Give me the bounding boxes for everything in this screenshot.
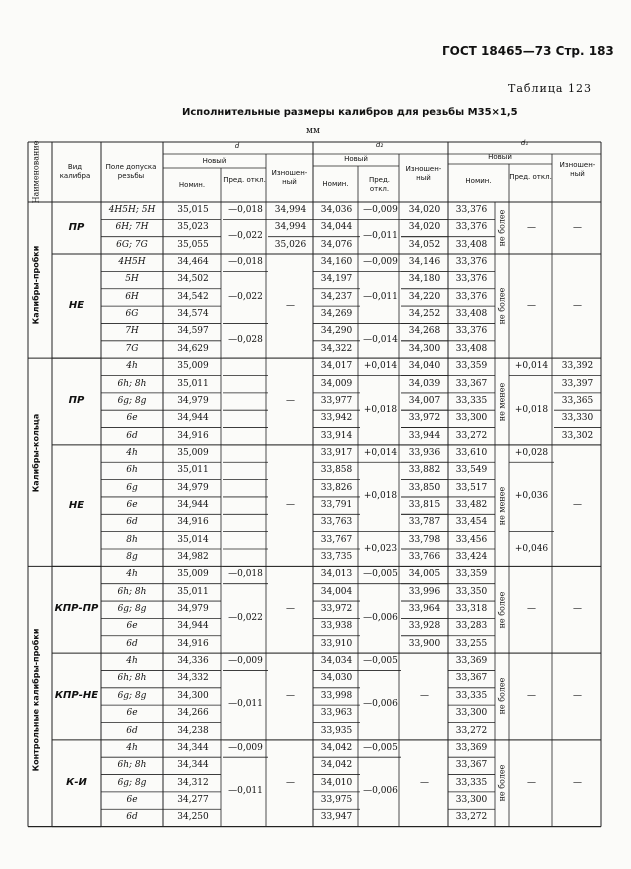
- d2-nominal-cell: 33,858: [320, 465, 353, 476]
- d2-worn-cell: 33,900: [408, 638, 441, 649]
- limit-note-label: не более: [497, 764, 507, 802]
- tolerance-cell: 6d: [126, 725, 138, 736]
- merged-value-cell: —: [527, 777, 536, 788]
- col-header-d2-nom: Номин.: [322, 180, 349, 188]
- col-header-d1-worn: Изношен-ный: [559, 161, 596, 178]
- d1-nominal-cell: 33,376: [455, 222, 488, 233]
- d1-nominal-cell: 33,272: [455, 725, 488, 736]
- d1-nominal-cell: 33,610: [455, 447, 488, 458]
- d2-worn-cell: 34,220: [408, 291, 441, 302]
- d2-nominal-cell: 34,009: [320, 378, 353, 389]
- merged-value-cell: —: [573, 604, 582, 615]
- merged-value-cell: —: [573, 223, 582, 233]
- d2-worn-cell: 33,766: [408, 552, 441, 562]
- tolerance-cell: 6G: [125, 309, 139, 320]
- d1-nominal-cell: 33,376: [455, 291, 488, 302]
- d2-worn-cell: 33,996: [408, 586, 441, 597]
- merged-value-cell: +0,023: [363, 543, 398, 554]
- d-nominal-cell: 35,009: [177, 569, 209, 580]
- d2-worn-cell: 34,020: [408, 205, 441, 215]
- tolerance-cell: 6G; 7G: [116, 239, 148, 250]
- merged-value-cell: —0,006: [363, 786, 398, 797]
- merged-value-cell: —: [527, 301, 536, 312]
- d1-nominal-cell: 33,369: [455, 656, 488, 667]
- tolerance-cell: 6d: [126, 430, 138, 441]
- d-nominal-cell: 35,011: [177, 465, 209, 476]
- d-nominal-cell: 34,629: [177, 343, 209, 354]
- d-nominal-cell: 34,944: [177, 499, 209, 510]
- d1-nominal-cell: 33,318: [455, 604, 488, 615]
- d1-nominal-cell: 33,408: [455, 239, 488, 250]
- merged-value-cell: +0,014: [363, 447, 398, 458]
- d1-nominal-cell: 33,376: [455, 205, 488, 215]
- d-nominal-cell: 34,944: [177, 413, 209, 424]
- merged-value-cell: +0,018: [363, 404, 398, 415]
- d-nominal-cell: 34,250: [177, 812, 209, 823]
- tolerance-cell: 6d: [126, 812, 138, 823]
- col-header-kind: Вид калибра: [59, 163, 91, 180]
- d-nominal-cell: 34,238: [177, 725, 209, 736]
- d1-nominal-cell: 33,408: [455, 309, 488, 320]
- d-nominal-cell: 34,982: [177, 552, 209, 562]
- d-nominal-cell: 34,502: [177, 274, 209, 285]
- merged-value-cell: —0,011: [363, 292, 398, 303]
- tolerance-cell: 6g: [126, 482, 138, 493]
- limit-note-label: не более: [497, 678, 507, 715]
- d1-worn-cell: 33,330: [561, 413, 594, 424]
- d2-nominal-cell: 33,917: [320, 447, 353, 458]
- d2-worn-cell: 33,787: [408, 517, 441, 528]
- d1-nominal-cell: 33,376: [455, 326, 488, 337]
- limit-note-label: не более: [497, 591, 507, 629]
- merged-value-cell: —0,006: [363, 699, 398, 710]
- d-nominal-cell: 34,944: [177, 621, 209, 632]
- tolerance-cell: 4h: [126, 569, 138, 580]
- d2-nominal-cell: 33,942: [320, 413, 353, 424]
- tolerance-cell: 7H: [125, 326, 139, 337]
- group-label: Калибры-пробки: [31, 245, 41, 325]
- d2-worn-cell: 33,798: [408, 534, 441, 545]
- d1-nominal-cell: 33,424: [455, 552, 488, 562]
- merged-value-cell: —: [286, 604, 295, 615]
- tolerance-cell: 6h; 8h: [117, 673, 147, 684]
- merged-value-cell: —: [527, 691, 536, 702]
- tolerance-cell: 6e: [126, 413, 138, 424]
- merged-value-cell: —0,018: [228, 205, 263, 215]
- d1-nominal-cell: 33,367: [455, 378, 488, 389]
- merged-value-cell: —: [286, 499, 295, 510]
- merged-value-cell: —0,022: [228, 612, 263, 623]
- col-header-d-dev: Пред. откл.: [223, 176, 266, 184]
- d1-worn-cell: 33,392: [561, 361, 594, 372]
- d2-nominal-cell: 34,076: [320, 239, 353, 250]
- d2-nominal-cell: 33,763: [320, 517, 353, 528]
- d-nominal-cell: 35,015: [177, 205, 209, 215]
- merged-value-cell: +0,018: [514, 404, 549, 415]
- d1-nominal-cell: 33,549: [455, 465, 488, 476]
- kind-label: К-И: [66, 776, 87, 788]
- d1-nominal-cell: 33,283: [455, 621, 488, 632]
- merged-value-cell: —0,009: [228, 742, 263, 753]
- tolerance-cell: 5H: [125, 274, 139, 285]
- merged-value-cell: +0,014: [514, 361, 549, 372]
- tolerance-cell: 6g; 8g: [117, 690, 147, 701]
- d-nominal-cell: 35,055: [177, 239, 209, 250]
- tolerance-cell: 6d: [126, 638, 138, 649]
- limit-note-label: не менее: [497, 382, 507, 421]
- d2-nominal-cell: 34,030: [320, 673, 353, 684]
- d2-worn-cell: 34,180: [408, 274, 441, 285]
- d2-nominal-cell: 34,322: [320, 343, 353, 354]
- d2-worn-cell: 33,928: [408, 621, 441, 632]
- merged-value-cell: —0,009: [363, 205, 398, 215]
- col-header-d2-dev: Пред. откл.: [368, 176, 391, 193]
- d1-worn-cell: 33,302: [561, 430, 594, 441]
- d2-nominal-cell: 33,935: [320, 725, 353, 736]
- merged-value-cell: —: [573, 301, 582, 312]
- d2-nominal-cell: 33,791: [320, 499, 353, 510]
- col-header-d1-nom: Номин.: [465, 177, 492, 185]
- merged-value-cell: —0,009: [228, 656, 263, 667]
- d1-nominal-cell: 33,272: [455, 430, 488, 441]
- d1-nominal-cell: 33,335: [455, 690, 488, 701]
- d-worn-cell: 34,994: [274, 205, 307, 215]
- d-nominal-cell: 34,312: [177, 777, 209, 788]
- col-header-d1: d₁: [520, 139, 529, 147]
- d2-worn-cell: 33,850: [408, 482, 441, 493]
- tolerance-cell: 8g: [126, 552, 138, 562]
- d-nominal-cell: 34,916: [177, 430, 209, 441]
- limit-note-label: не более: [497, 287, 507, 325]
- d1-nominal-cell: 33,408: [455, 343, 488, 354]
- merged-value-cell: —: [420, 691, 429, 702]
- d-nominal-cell: 34,979: [177, 604, 209, 615]
- merged-value-cell: —0,011: [228, 786, 263, 797]
- merged-value-cell: —: [573, 499, 582, 510]
- d2-nominal-cell: 34,042: [320, 742, 353, 753]
- kind-label: НЕ: [68, 300, 85, 312]
- d2-worn-cell: 34,052: [408, 239, 441, 250]
- d1-nominal-cell: 33,359: [455, 569, 488, 580]
- merged-value-cell: —0,006: [363, 612, 398, 623]
- d2-nominal-cell: 34,036: [320, 205, 353, 215]
- tolerance-cell: 6h; 8h: [117, 586, 147, 597]
- d1-nominal-cell: 33,335: [455, 395, 488, 406]
- d1-nominal-cell: 33,300: [455, 794, 488, 805]
- d2-nominal-cell: 33,977: [320, 395, 353, 406]
- d-nominal-cell: 35,011: [177, 586, 209, 597]
- kind-label: КПР-НЕ: [54, 690, 99, 702]
- merged-value-cell: —0,005: [363, 656, 398, 667]
- merged-value-cell: —0,011: [363, 231, 398, 242]
- d1-nominal-cell: 33,517: [455, 482, 488, 493]
- tolerance-cell: 7G: [125, 343, 139, 354]
- limit-note-label: не более: [497, 209, 507, 247]
- kind-label: ПР: [68, 395, 85, 407]
- tolerance-cell: 6g; 8g: [117, 395, 147, 406]
- d1-nominal-cell: 33,456: [455, 534, 488, 545]
- d2-nominal-cell: 33,938: [320, 621, 353, 632]
- d1-nominal-cell: 33,300: [455, 413, 488, 424]
- merged-value-cell: +0,028: [514, 447, 549, 458]
- tolerance-cell: 6e: [126, 708, 138, 719]
- d1-nominal-cell: 33,335: [455, 777, 488, 788]
- table-number: Таблица 123: [508, 82, 592, 95]
- d2-nominal-cell: 34,044: [320, 222, 353, 233]
- merged-value-cell: —0,022: [228, 292, 263, 303]
- d2-worn-cell: 34,039: [408, 378, 441, 389]
- d1-nominal-cell: 33,369: [455, 742, 488, 753]
- d1-nominal-cell: 33,376: [455, 257, 488, 268]
- d2-nominal-cell: 33,826: [320, 482, 353, 493]
- d-nominal-cell: 34,979: [177, 482, 209, 493]
- d2-nominal-cell: 33,910: [320, 638, 353, 649]
- col-header-d2-worn: Изношен-ный: [405, 165, 442, 182]
- col-header-d1-new: Новый: [488, 153, 512, 161]
- tolerance-cell: 4h: [126, 656, 138, 667]
- d2-nominal-cell: 33,914: [320, 430, 353, 441]
- d-nominal-cell: 34,336: [177, 656, 209, 667]
- d2-nominal-cell: 34,042: [320, 760, 353, 771]
- d2-nominal-cell: 34,017: [320, 361, 353, 372]
- d1-worn-cell: 33,365: [561, 395, 594, 406]
- col-header-d-worn: Изношен-ный: [271, 169, 308, 186]
- col-header-d-nom: Номин.: [178, 181, 206, 189]
- d2-worn-cell: 33,964: [408, 604, 441, 615]
- merged-value-cell: —0,018: [228, 569, 263, 580]
- unit-label: мм: [306, 126, 321, 136]
- d2-nominal-cell: 34,010: [320, 777, 353, 788]
- d2-worn-cell: 33,815: [408, 499, 441, 510]
- merged-value-cell: —0,005: [363, 569, 398, 580]
- merged-value-cell: —: [286, 777, 295, 788]
- d2-worn-cell: 34,146: [408, 257, 441, 268]
- kind-label: ПР: [68, 222, 85, 233]
- merged-value-cell: +0,036: [514, 491, 549, 502]
- d2-worn-cell: 34,252: [408, 309, 441, 320]
- merged-value-cell: —0,022: [228, 231, 263, 242]
- d2-worn-cell: 33,936: [408, 447, 441, 458]
- merged-value-cell: +0,018: [363, 491, 398, 502]
- merged-value-cell: —: [286, 301, 295, 312]
- col-header-name: Наименование: [31, 140, 41, 204]
- tolerance-cell: 6h; 8h: [117, 760, 147, 771]
- col-header-tolerance: Поле допуска резьбы: [105, 163, 157, 180]
- tolerance-cell: 6H: [125, 291, 139, 302]
- d-nominal-cell: 34,916: [177, 517, 209, 528]
- d2-nominal-cell: 33,735: [320, 552, 353, 562]
- d2-worn-cell: 34,300: [408, 343, 441, 354]
- d2-nominal-cell: 33,972: [320, 604, 353, 615]
- kind-label: КПР-ПР: [54, 603, 99, 615]
- d2-nominal-cell: 33,767: [320, 534, 353, 545]
- tolerance-cell: 6d: [126, 517, 138, 528]
- merged-value-cell: —: [573, 691, 582, 702]
- tolerance-cell: 6h: [126, 465, 138, 476]
- d2-nominal-cell: 34,197: [320, 274, 353, 285]
- tolerance-cell: 4h: [126, 361, 138, 372]
- merged-value-cell: —0,018: [228, 257, 263, 268]
- tolerance-cell: 4h: [126, 447, 138, 458]
- limit-note-label: не менее: [497, 486, 507, 525]
- d-nominal-cell: 34,344: [177, 742, 209, 753]
- d-nominal-cell: 34,916: [177, 638, 209, 649]
- merged-value-cell: +0,046: [514, 543, 549, 554]
- tolerance-cell: 4H5H; 5H: [108, 205, 156, 215]
- d-nominal-cell: 34,542: [177, 291, 209, 302]
- tolerance-cell: 4h: [126, 742, 138, 753]
- d-nominal-cell: 35,009: [177, 447, 209, 458]
- merged-value-cell: —0,028: [228, 335, 263, 346]
- d2-worn-cell: 33,972: [408, 413, 441, 424]
- merged-value-cell: —: [420, 777, 429, 788]
- d-nominal-cell: 34,344: [177, 760, 209, 771]
- d-nominal-cell: 35,023: [177, 222, 209, 233]
- d-nominal-cell: 34,277: [177, 794, 209, 805]
- d2-nominal-cell: 34,013: [320, 569, 353, 580]
- d-nominal-cell: 35,014: [177, 534, 209, 545]
- group-label: Калибры-кольца: [31, 413, 41, 493]
- d2-worn-cell: 33,882: [408, 465, 441, 476]
- d2-worn-cell: 33,944: [408, 430, 441, 441]
- merged-value-cell: +0,014: [363, 361, 398, 372]
- tolerance-cell: 8h: [126, 534, 138, 545]
- col-header-d2-new: Новый: [344, 155, 368, 163]
- d1-nominal-cell: 33,255: [455, 638, 488, 649]
- page-header: ГОСТ 18465—73 Стр. 183: [442, 44, 614, 58]
- d2-worn-cell: 34,005: [408, 569, 441, 580]
- d2-nominal-cell: 34,237: [320, 291, 353, 302]
- d2-worn-cell: 34,007: [408, 395, 441, 406]
- d2-worn-cell: 34,040: [408, 361, 441, 372]
- d1-worn-cell: 33,397: [561, 378, 594, 389]
- merged-value-cell: —: [286, 691, 295, 702]
- d-worn-cell: 34,994: [274, 222, 307, 233]
- tolerance-cell: 4H5H: [118, 257, 146, 268]
- d2-nominal-cell: 34,290: [320, 326, 353, 337]
- d2-worn-cell: 34,268: [408, 326, 441, 337]
- col-header-d: d: [234, 142, 240, 150]
- merged-value-cell: —: [527, 604, 536, 615]
- kind-label: НЕ: [68, 499, 85, 511]
- tolerance-cell: 6e: [126, 794, 138, 805]
- d1-nominal-cell: 33,482: [455, 499, 488, 510]
- d1-nominal-cell: 33,272: [455, 812, 488, 823]
- table-title: Исполнительные размеры калибров для резьбы М35×1,5: [182, 107, 518, 118]
- merged-value-cell: —0,009: [363, 257, 398, 268]
- d-nominal-cell: 34,300: [177, 690, 209, 701]
- d1-nominal-cell: 33,454: [455, 517, 488, 528]
- d1-nominal-cell: 33,367: [455, 673, 488, 684]
- d-nominal-cell: 34,597: [177, 326, 209, 337]
- merged-value-cell: —0,014: [363, 335, 398, 346]
- tolerance-cell: 6g; 8g: [117, 604, 147, 615]
- d2-nominal-cell: 34,034: [320, 656, 353, 667]
- d2-nominal-cell: 33,975: [320, 794, 353, 805]
- d-nominal-cell: 34,332: [177, 673, 209, 684]
- d-nominal-cell: 34,574: [177, 309, 209, 320]
- col-header-d2: d₂: [375, 141, 384, 149]
- col-header-d1-dev: Пред. откл.: [509, 173, 552, 181]
- d1-nominal-cell: 33,367: [455, 760, 488, 771]
- d2-nominal-cell: 34,269: [320, 309, 353, 320]
- merged-value-cell: —: [527, 223, 536, 233]
- d1-nominal-cell: 33,350: [455, 586, 488, 597]
- tolerance-cell: 6H; 7H: [115, 222, 149, 233]
- d-nominal-cell: 34,464: [177, 257, 209, 268]
- d-worn-cell: 35,026: [274, 239, 307, 250]
- d2-nominal-cell: 33,947: [320, 812, 353, 823]
- merged-value-cell: —: [286, 396, 295, 407]
- tolerance-cell: 6e: [126, 621, 138, 632]
- merged-value-cell: —0,011: [228, 699, 263, 710]
- d-nominal-cell: 34,979: [177, 395, 209, 406]
- tolerance-cell: 6h; 8h: [117, 378, 147, 389]
- d1-nominal-cell: 33,376: [455, 274, 488, 285]
- merged-value-cell: —0,005: [363, 742, 398, 753]
- d2-nominal-cell: 33,963: [320, 708, 353, 719]
- d2-nominal-cell: 34,160: [320, 257, 353, 268]
- merged-value-cell: —: [573, 777, 582, 788]
- d-nominal-cell: 34,266: [177, 708, 209, 719]
- d1-nominal-cell: 33,300: [455, 708, 488, 719]
- d2-nominal-cell: 34,004: [320, 586, 353, 597]
- d-nominal-cell: 35,011: [177, 378, 209, 389]
- tolerance-cell: 6g; 8g: [117, 777, 147, 788]
- col-header-d-new: Новый: [202, 157, 227, 165]
- d2-nominal-cell: 33,998: [320, 690, 353, 701]
- tolerance-cell: 6e: [126, 499, 138, 510]
- d-nominal-cell: 35,009: [177, 361, 209, 372]
- group-label: Контрольные калибры-пробки: [31, 628, 41, 772]
- d2-worn-cell: 34,020: [408, 222, 441, 233]
- d1-nominal-cell: 33,359: [455, 361, 488, 372]
